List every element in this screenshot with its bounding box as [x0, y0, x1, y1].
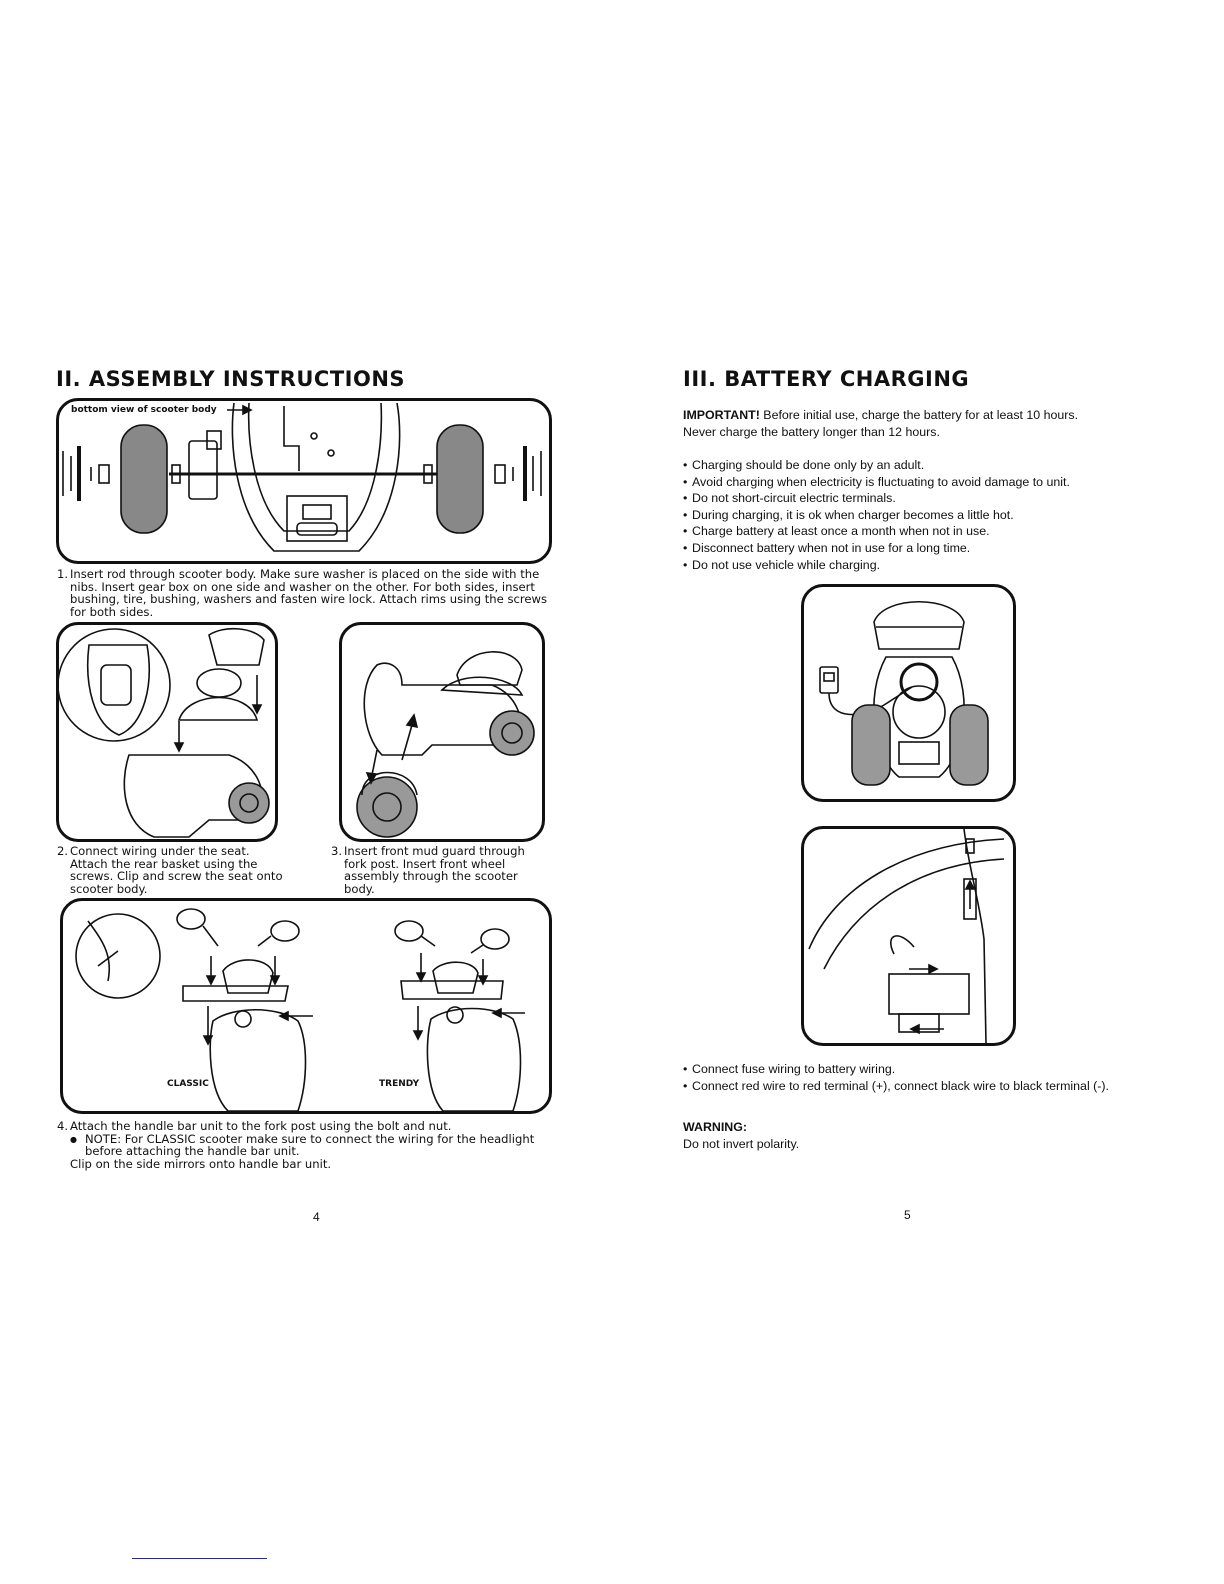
assembly-heading: II. ASSEMBLY INSTRUCTIONS: [56, 367, 406, 391]
list-item: • Do not short-circuit electric terminals.: [683, 490, 1070, 507]
step-4-note: ● NOTE: For CLASSIC scooter make sure to connect the wiring for the headlight before attaching the handle bar unit.: [57, 1133, 557, 1158]
handle-bar-illustration: [63, 901, 549, 1111]
list-item: • Connect red wire to red terminal (+), connect black wire to black terminal (-).: [683, 1078, 1109, 1095]
battery-heading: III. BATTERY CHARGING: [683, 367, 970, 391]
step-3-number: 3.: [331, 844, 343, 858]
list-item: • Do not use vehicle while charging.: [683, 557, 1070, 574]
classic-label: CLASSIC: [167, 1079, 209, 1089]
figure-charger: [801, 584, 1016, 802]
bottom-view-illustration: [59, 401, 549, 561]
step-2: [57, 845, 285, 895]
bottom-view-label: bottom view of scooter body: [71, 405, 217, 415]
warning-label: WARNING:: [683, 1120, 748, 1134]
warning-text: Do not invert polarity.: [683, 1136, 800, 1151]
important-line-2: Never charge the battery longer than 12 hours.: [683, 424, 940, 439]
step-4: [57, 1120, 557, 1170]
figure-bottom-view: [56, 398, 552, 564]
step-1: [57, 568, 557, 618]
list-item: • Charge battery at least once a month when not in use.: [683, 523, 1070, 540]
charger-illustration: [804, 587, 1013, 799]
figure-seat-basket: [56, 622, 278, 842]
list-item: • Connect fuse wiring to battery wiring.: [683, 1061, 1109, 1078]
step-2-text: Connect wiring under the seat. Attach the rear basket using the screws. Clip and screw the seat onto scooter body.: [70, 844, 283, 896]
warning-paragraph: [683, 1119, 1083, 1152]
step-1-text: Insert rod through scooter body. Make sure washer is placed on the side with the nibs. Insert gear box on one side and washer on the other. For both sides, insert bushing, tire, bushing, washers and fasten wire lock. Attach rims using the screws for both sides.: [70, 567, 548, 619]
step-1-number: 1.: [57, 567, 69, 581]
front-wheel-illustration: [342, 625, 542, 839]
important-label: IMPORTANT!: [683, 408, 760, 422]
list-item: • Disconnect battery when not in use for a long time.: [683, 540, 1070, 557]
figure-battery-wiring: [801, 826, 1016, 1046]
list-item: • Avoid charging when electricity is fluctuating to avoid damage to unit.: [683, 474, 1070, 491]
battery-wiring-illustration: [804, 829, 1013, 1043]
step-4-text: Attach the handle bar unit to the fork post using the bolt and nut.: [70, 1119, 452, 1133]
step-2-number: 2.: [57, 844, 69, 858]
list-item: • During charging, it is ok when charger becomes a little hot.: [683, 507, 1070, 524]
important-text: Before initial use, charge the battery for at least 10 hours.: [759, 408, 1079, 422]
step-3: [331, 845, 546, 895]
page-number-4: 4: [313, 1210, 320, 1224]
figure-front-wheel: [339, 622, 545, 842]
page-number-5: 5: [904, 1208, 911, 1222]
wiring-list: [683, 1061, 1109, 1094]
important-paragraph: [683, 407, 1203, 440]
step-4-number: 4.: [57, 1119, 69, 1133]
right-page: [612, 0, 1224, 1584]
bottom-rule: [132, 1558, 267, 1559]
seat-basket-illustration: [59, 625, 275, 839]
step-4-tail: Clip on the side mirrors onto handle bar unit.: [70, 1156, 332, 1171]
charging-rules-list: [683, 457, 1070, 573]
figure-handle-bar: [60, 898, 552, 1114]
list-item: • Charging should be done only by an adult.: [683, 457, 1070, 474]
trendy-label: TRENDY: [379, 1079, 420, 1089]
step-3-text: Insert front mud guard through fork post. Insert front wheel assembly through the scooter body.: [344, 844, 525, 896]
